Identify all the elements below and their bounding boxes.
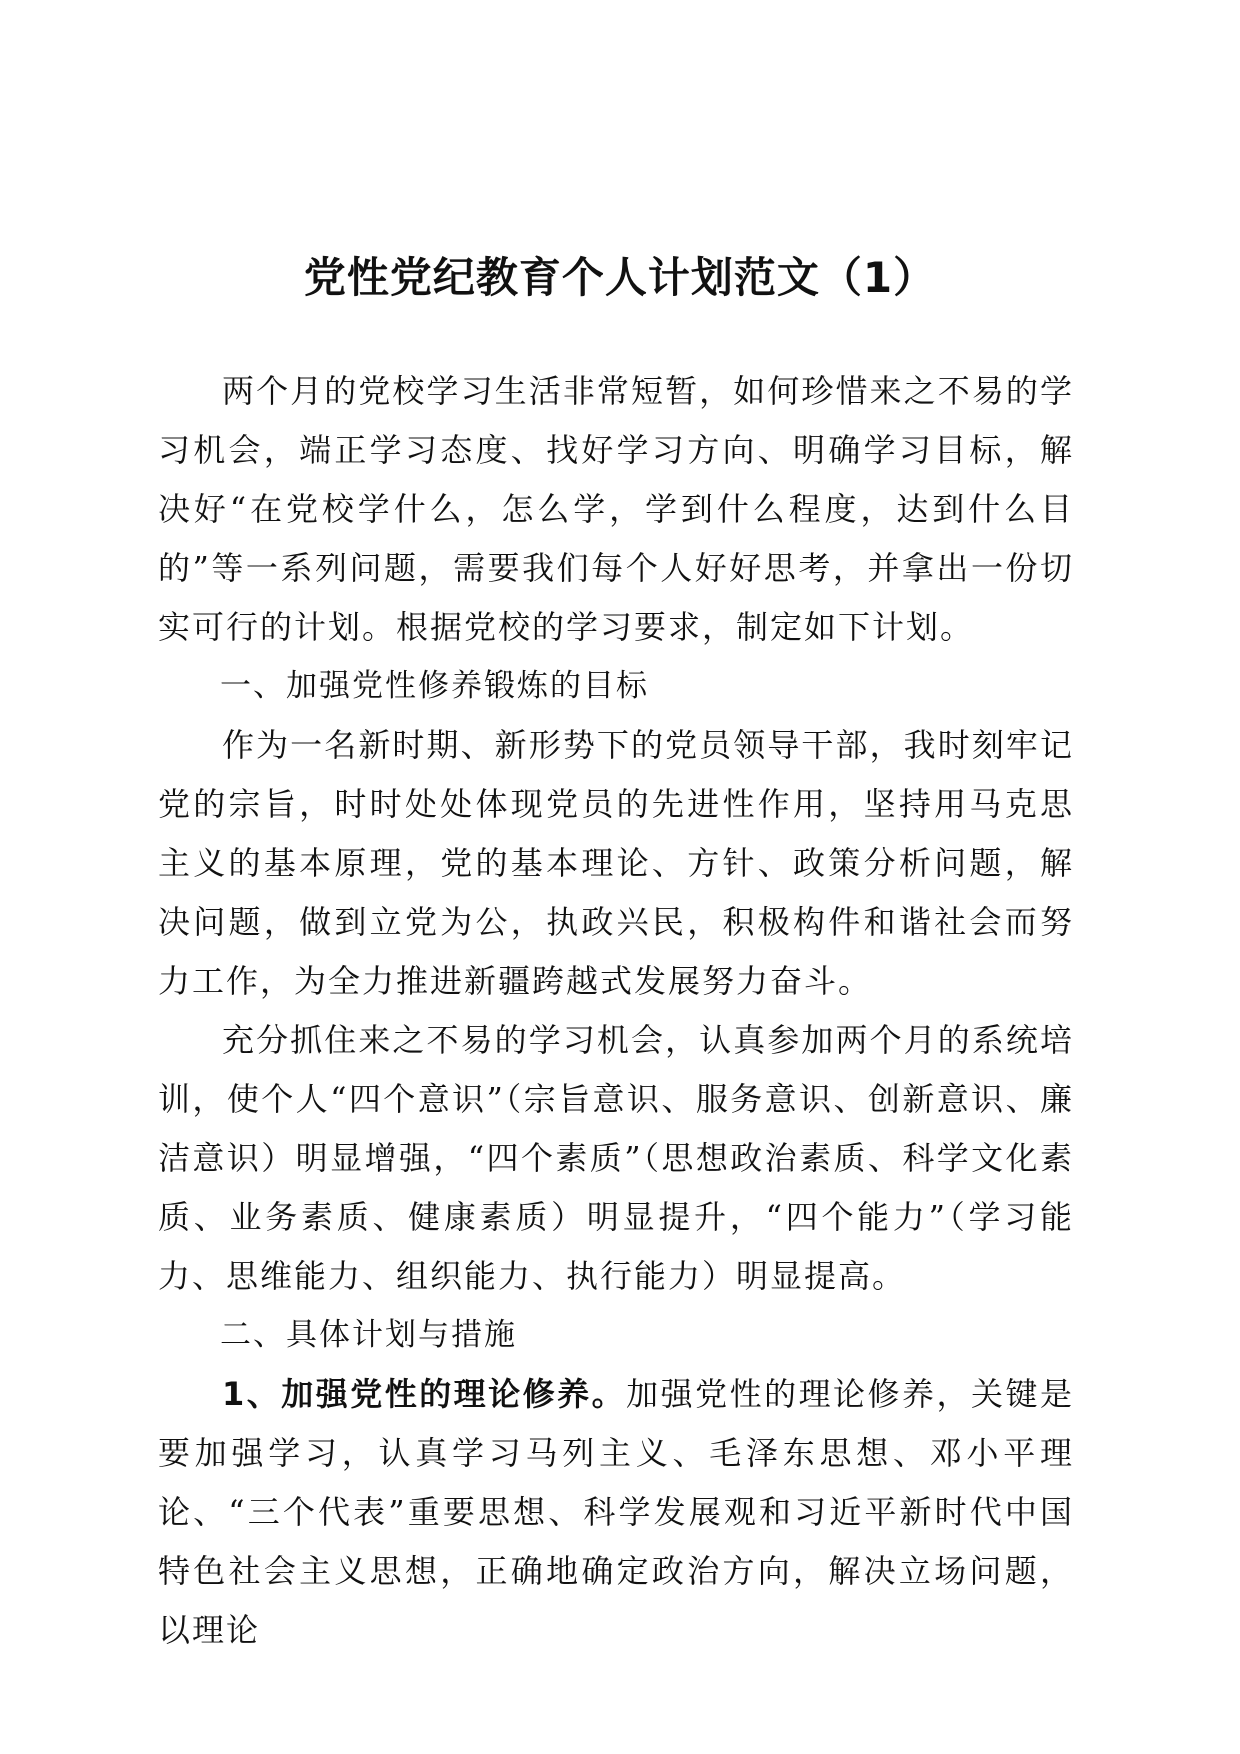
section-1-paragraph-1: 作为一名新时期、新形势下的党员领导干部，我时刻牢记党的宗旨，时时处处体现党员的先进性作用，坚持用马克思主义的基本原理，党的基本理论、方针、政策分析问题，解决问题，做到立党为公，执政兴民，积极构件和谐社会而努力工作，为全力推进新疆跨越式发展努力奋斗。: [158, 726, 1074, 1000]
page-title: 党性党纪教育个人计划范文（1）: [303, 253, 937, 302]
document-body: [158, 362, 1074, 1660]
section-2-item-1-text: 加强党性的理论修养，关键是要加强学习，认真学习马列主义、毛泽东思想、邓小平理论、“三个代表”重要思想、科学发展观和习近平新时代中国特色社会主义思想，正确地确定政治方向，解决立场问题，以理论: [158, 1375, 1074, 1649]
section-1-paragraph-2: 充分抓住来之不易的学习机会，认真参加两个月的系统培训，使个人“四个意识”（宗旨意识、服务意识、创新意识、廉洁意识）明显增强，“四个素质”（思想政治素质、科学文化素质、业务素质、健康素质）明显提升，“四个能力”（学习能力、思维能力、组织能力、执行能力）明显提高。: [158, 1021, 1074, 1295]
section-2-item-1: [158, 1365, 1074, 1660]
section-2-heading: 二、具体计划与措施: [220, 1317, 517, 1353]
section-1-heading: 一、加强党性修养锻炼的目标: [220, 668, 649, 704]
section-2-item-1-lead: 1、加强党性的理论修养。: [222, 1375, 627, 1413]
intro-paragraph: 两个月的党校学习生活非常短暂，如何珍惜来之不易的学习机会，端正学习态度、找好学习方向、明确学习目标，解决好“在党校学什么，怎么学，学到什么程度，达到什么目的”等一系列问题，需要我们每个人好好思考，并拿出一份切实可行的计划。根据党校的学习要求，制定如下计划。: [158, 372, 1074, 646]
